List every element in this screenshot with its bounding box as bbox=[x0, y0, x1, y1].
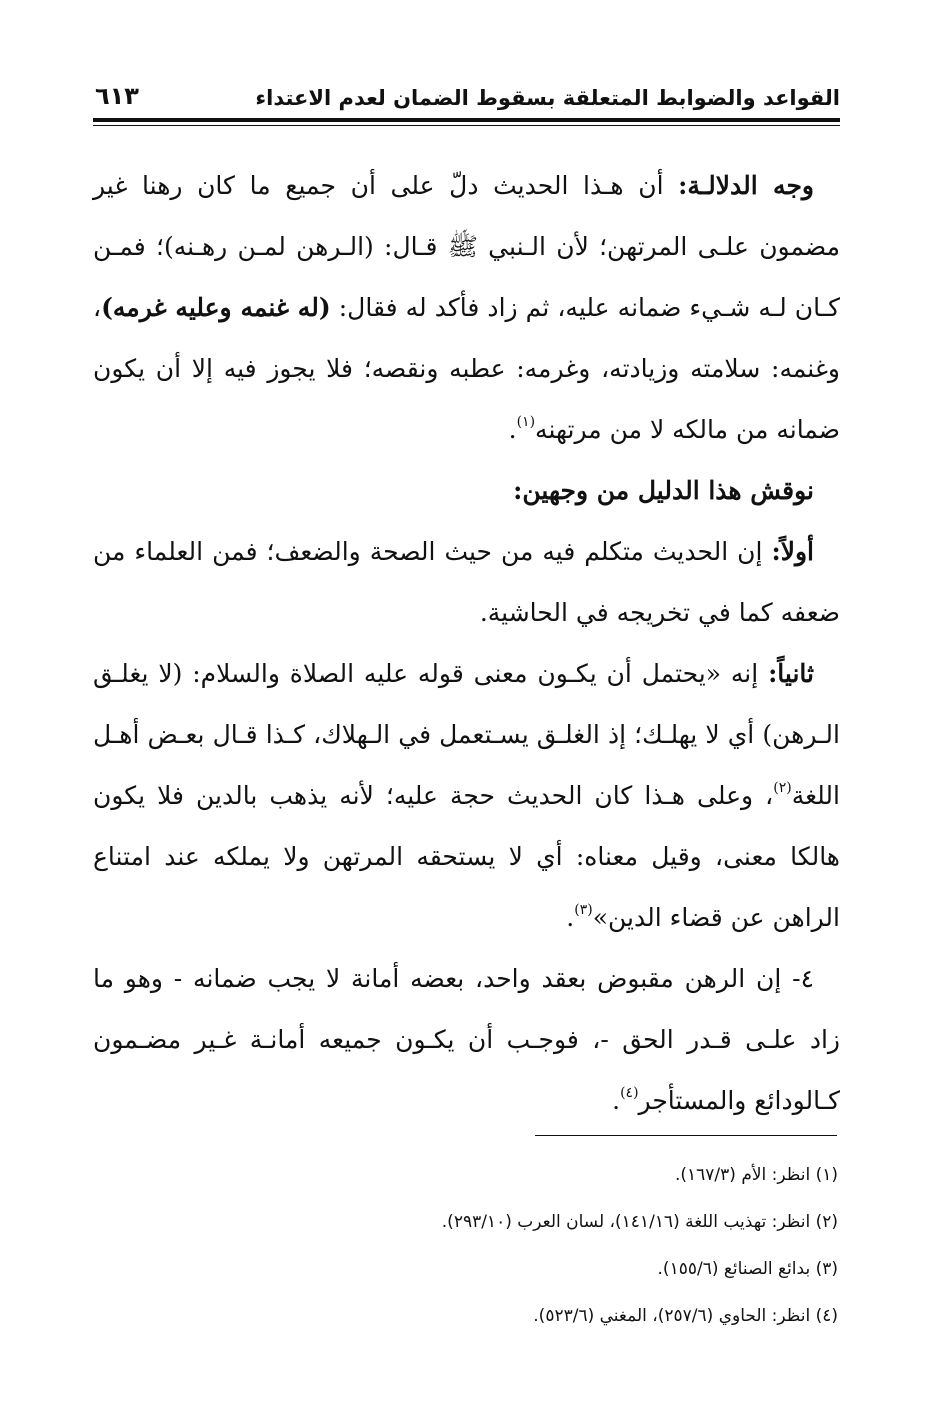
footnote-ref-2: (٢) bbox=[773, 780, 792, 796]
second-point-text-a: إنه «يحتمل أن يكـون معنى قوله عليه الصلاة والسلام: (لا يغلـق الـرهن) أي لا يهلـك؛ إذ الغلـق يسـتعمل في الـهلاك، كـذا قـال بعـض أهـل اللغة bbox=[93, 659, 840, 810]
header-rule-thin bbox=[93, 125, 840, 126]
paragraph-evidence bbox=[93, 155, 840, 460]
point-four-text: ٤- إن الرهن مقبوض بعقد واحد، بعضه أمانة لا يجب ضمانه - وهو ما زاد علـى قـدر الحق -، فوجـب أن يكـون جميعه أمانـة غـير مضـمون كـالودائع والمستأجر bbox=[93, 964, 840, 1115]
paragraph-point-four bbox=[93, 948, 840, 1131]
sentence-end: . bbox=[612, 1086, 621, 1115]
paragraph-second-point bbox=[93, 643, 840, 948]
hadith-quote: (له غنمه وعليه غرمه) bbox=[101, 293, 331, 322]
footnote-1: (١) انظر: الأم (١٦٧/٣). bbox=[674, 1165, 838, 1185]
running-title: القواعد والضوابط المتعلقة بسقوط الضمان لعدم الاعتداء bbox=[255, 86, 840, 110]
footnote-4: (٤) انظر: الحاوي (٢٥٧/٦)، المغني (٥٢٣/٦). bbox=[533, 1306, 838, 1326]
first-point-label: أولاً: bbox=[771, 537, 814, 566]
evidence-text: أن هـذا الحديث دلّ على أن جميع ما كان رهنا غير مضمون علـى المرتهن؛ لأن الـنبي ﷺ قـال: (الـرهن لمـن رهـنه)؛ فمـن كـان لـه شـيء ضمانه عليه، ثم زاد فأكد له فقال: bbox=[93, 171, 841, 322]
footnote-2: (٢) انظر: تهذيب اللغة (١٤١/١٦)، لسان العرب (٢٩٣/١٠). bbox=[441, 1212, 838, 1232]
sentence-end: . bbox=[566, 903, 575, 932]
footnote-3: (٣) بدائع الصنائع (١٥٥/٦). bbox=[657, 1259, 838, 1279]
second-point-text-b: ، وعلى هـذا كان الحديث حجة عليه؛ لأنه يذهب بالدين فلا يكون هالكا معنى، وقيل معناه: أي لا يستحقه المرتهن ولا يملكه عند امتناع الراهن عن قضاء الدين» bbox=[93, 781, 840, 932]
main-text bbox=[93, 155, 840, 1131]
header-rule-thick bbox=[93, 118, 840, 122]
footnote-ref-4: (٤) bbox=[620, 1085, 639, 1101]
footnote-ref-3: (٣) bbox=[574, 902, 593, 918]
sentence-end: . bbox=[508, 415, 517, 444]
page-number: ٦١٣ bbox=[95, 82, 139, 110]
footnotes bbox=[93, 1152, 838, 1340]
paragraph-first-point bbox=[93, 521, 840, 643]
page-header bbox=[93, 72, 840, 116]
footnote-ref-1: (١) bbox=[516, 414, 536, 430]
paragraph-discussion-heading bbox=[93, 460, 840, 521]
footnote-separator bbox=[535, 1135, 837, 1136]
evidence-text-end: ، وغنمه: سلامته وزيادته، وغرمه: عطبه ونقصه؛ فلا يجوز فيه إلا أن يكون ضمانه من مالكه لا من مرتهنه bbox=[93, 293, 840, 444]
evidence-label: وجه الدلالـة: bbox=[678, 171, 814, 200]
second-point-label: ثانياً: bbox=[768, 659, 814, 688]
discussion-heading: نوقش هذا الدليل من وجهين: bbox=[513, 476, 814, 505]
first-point-text: إن الحديث متكلم فيه من حيث الصحة والضعف؛ فمن العلماء من ضعفه كما في تخريجه في الحاشية. bbox=[93, 537, 840, 627]
